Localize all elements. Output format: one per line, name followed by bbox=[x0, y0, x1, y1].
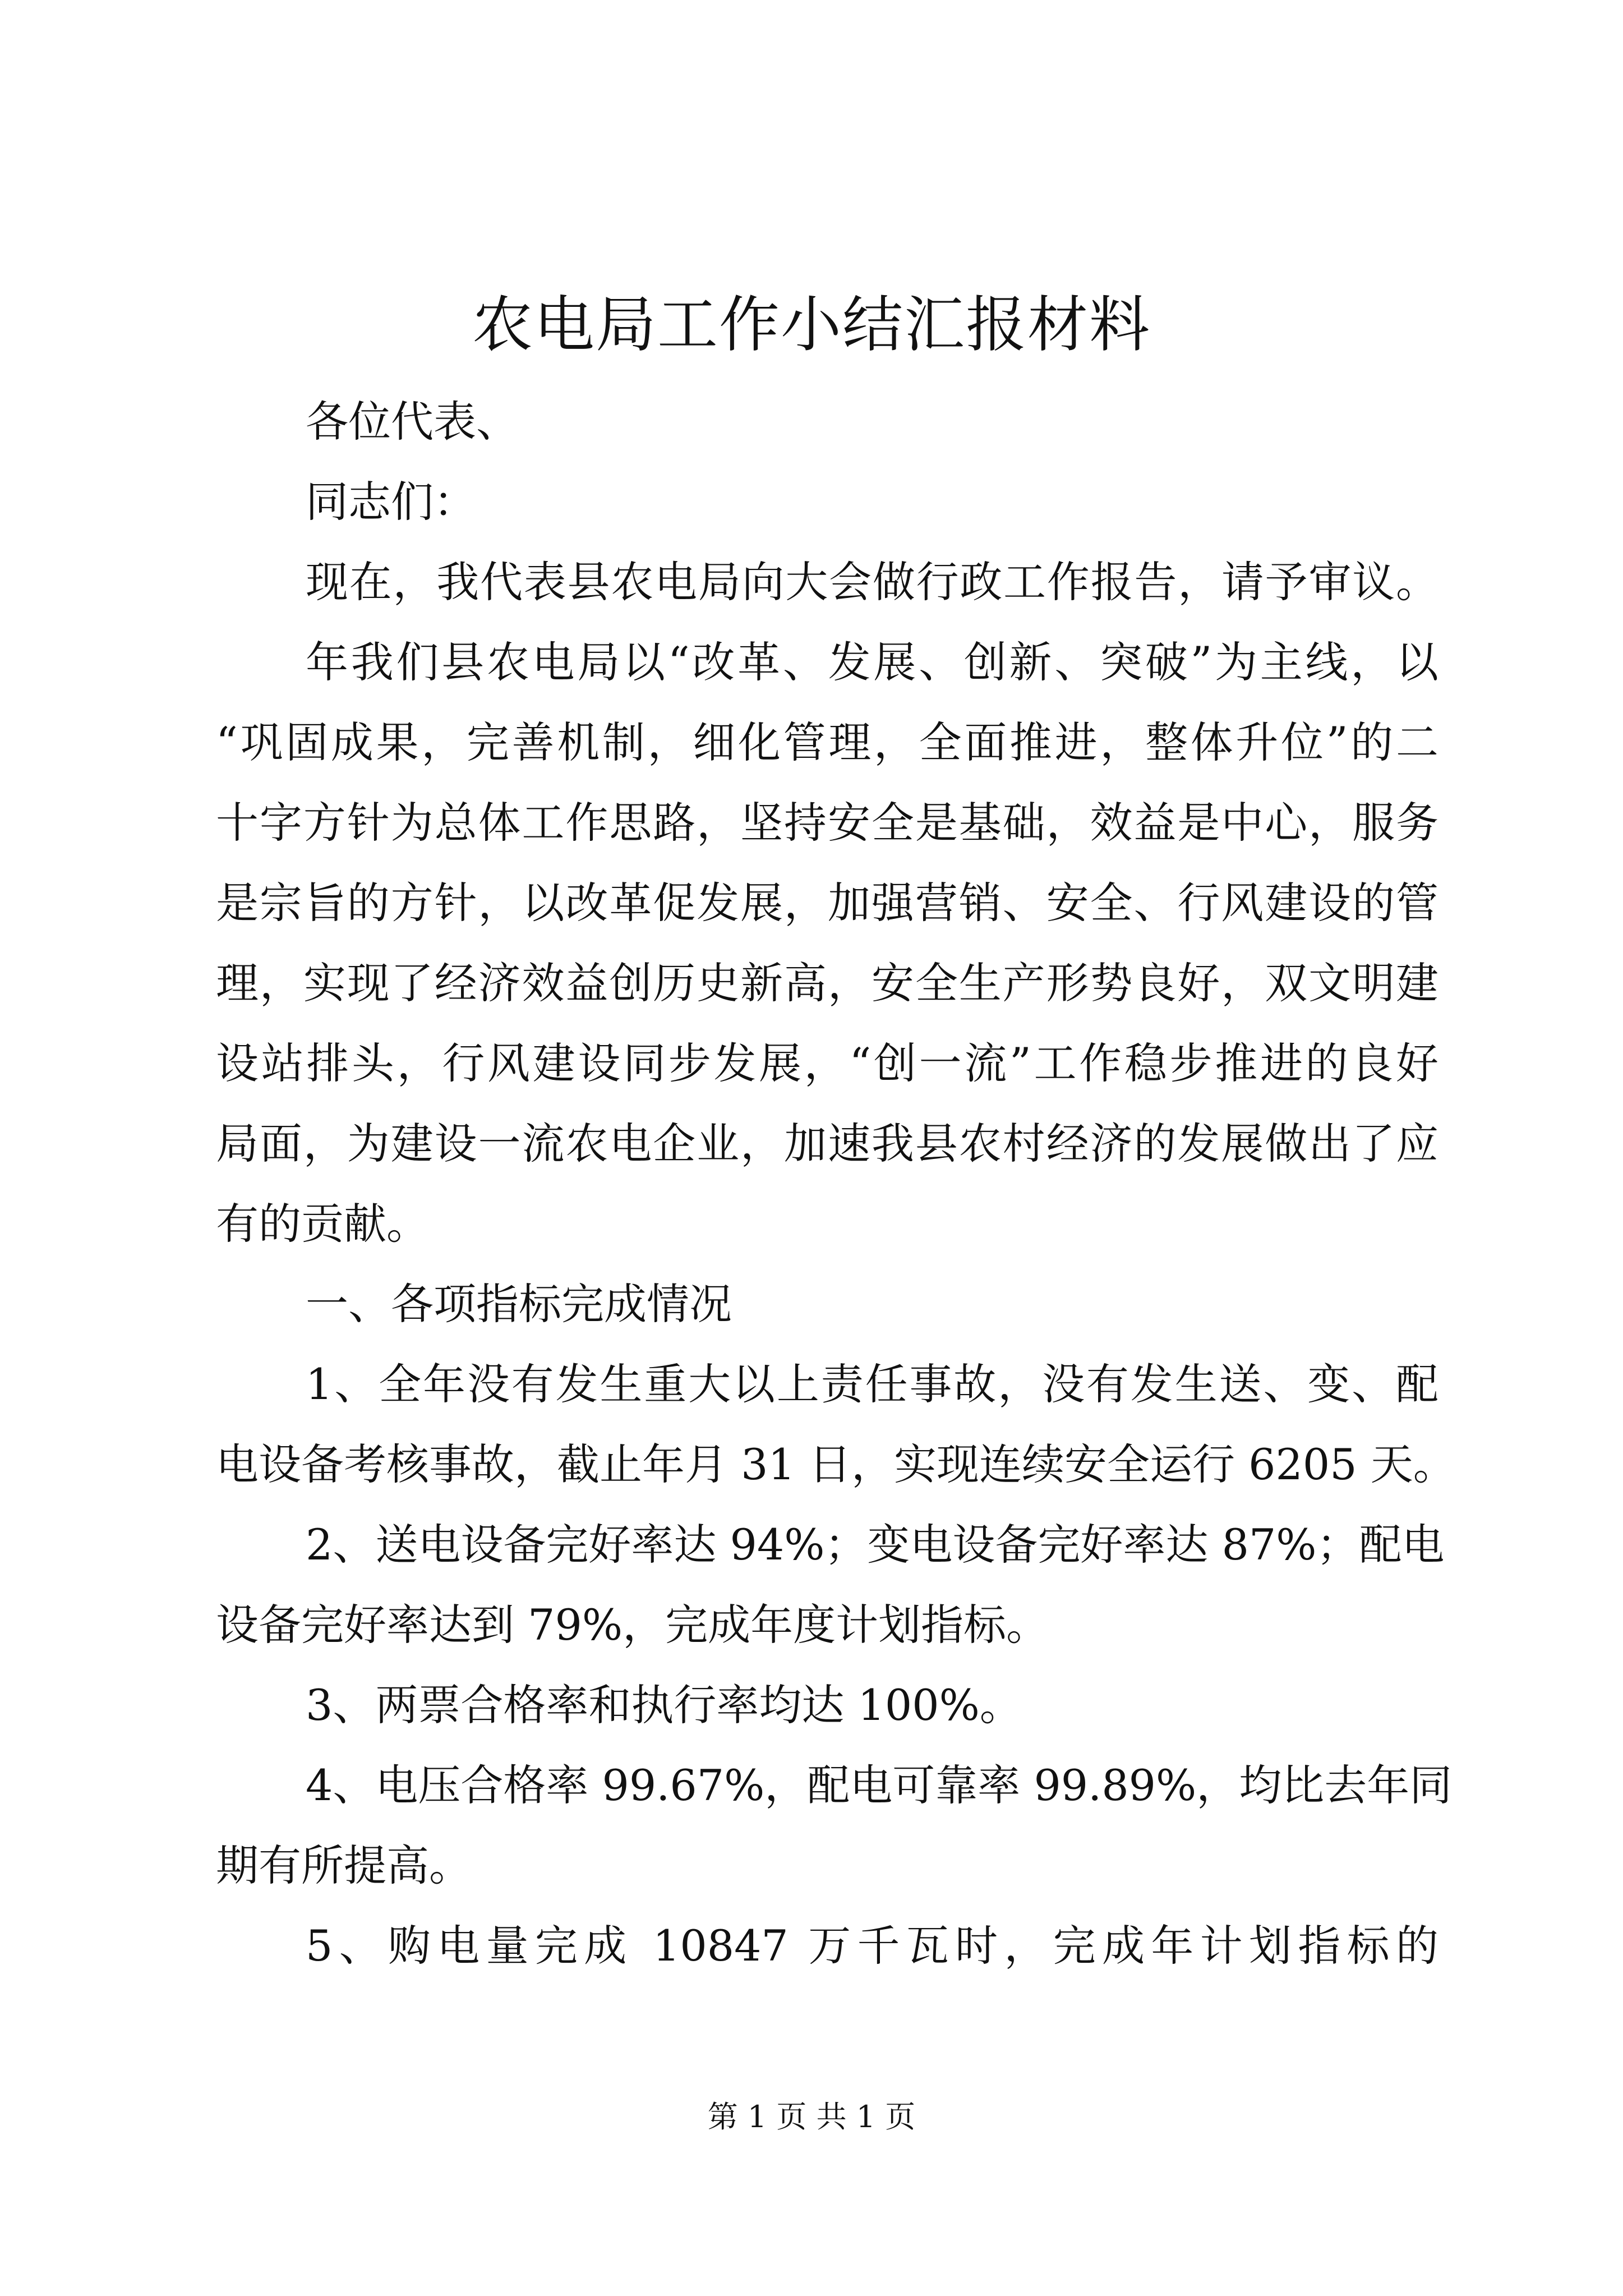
body-line: 是宗旨的方针，以改革促发展，加强营销、安全、行风建设的管 bbox=[216, 878, 1438, 928]
body-line: 有的贡献。 bbox=[216, 1199, 429, 1249]
body-line: 2、送电设备完好率达 94%；变电设备完好率达 87%；配电 bbox=[306, 1520, 1445, 1570]
body-line: 设站排头，行风建设同步发展，“创一流”工作稳步推进的良好 bbox=[216, 1038, 1438, 1088]
body-line: “巩固成果，完善机制，细化管理，全面推进，整体升位”的二 bbox=[216, 717, 1438, 767]
body-line: 局面，为建设一流农电企业，加速我县农村经济的发展做出了应 bbox=[216, 1119, 1438, 1168]
body-line: 一、各项指标完成情况 bbox=[306, 1279, 732, 1329]
body-line: 十字方针为总体工作思路，坚持安全是基础，效益是中心，服务 bbox=[216, 798, 1438, 848]
body-line: 理，实现了经济效益创历史新高，安全生产形势良好，双文明建 bbox=[216, 958, 1438, 1008]
body-line: 现在，我代表县农电局向大会做行政工作报告，请予审议。 bbox=[306, 557, 1438, 607]
body-line: 设备完好率达到 79%，完成年度计划指标。 bbox=[216, 1600, 1049, 1650]
body-line: 各位代表、 bbox=[306, 397, 519, 447]
body-line: 5、购电量完成 10847 万千瓦时，完成年计划指标的 bbox=[306, 1921, 1438, 1971]
document-title: 农电局工作小结汇报材料 bbox=[472, 290, 1151, 360]
body-line: 电设备考核事故，截止年月 31 日，实现连续安全运行 6205 天。 bbox=[216, 1439, 1456, 1489]
body-line: 年我们县农电局以“改革、发展、创新、突破”为主线，以 bbox=[306, 637, 1438, 687]
body-line: 期有所提高。 bbox=[216, 1841, 472, 1890]
page-footer: 第 1 页 共 1 页 bbox=[707, 2099, 916, 2134]
body-line: 4、电压合格率 99.67%，配电可靠率 99.89%，均比去年同 bbox=[306, 1760, 1453, 1810]
body-line: 3、两票合格率和执行率均达 100%。 bbox=[306, 1680, 1022, 1730]
body-line: 同志们： bbox=[306, 477, 476, 527]
body-line: 1、全年没有发生重大以上责任事故，没有发生送、变、配 bbox=[306, 1359, 1438, 1409]
